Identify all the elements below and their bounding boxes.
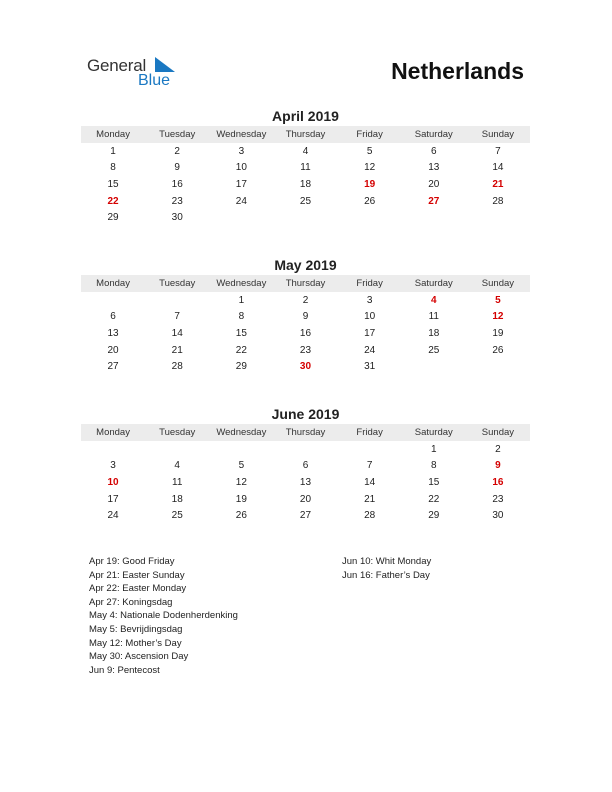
day-cell: 5 [366,145,373,157]
day-cell: 15 [107,178,119,190]
day-cell: 11 [428,311,439,323]
weekday-label: Wednesday [216,129,267,140]
week-row [81,507,530,524]
weekday-label: Wednesday [216,278,267,289]
day-cell: 14 [492,162,504,174]
day-cell: 23 [492,493,504,505]
day-cell: 2 [174,145,180,157]
holiday-list-right [342,555,431,582]
weekday-label: Thursday [285,427,326,438]
day-cell: 10 [235,162,247,174]
day-cell: 23 [299,344,312,356]
day-cell: 23 [171,195,183,207]
day-cell: 5 [238,460,245,472]
holiday-note: Apr 21: Easter Sunday [89,569,185,581]
country-title: Netherlands [391,58,524,84]
day-cell: 17 [364,327,376,339]
day-cell: 29 [107,212,119,224]
month-title: April 2019 [272,108,339,124]
holiday-note: Apr 19: Good Friday [89,556,175,567]
week-row [81,160,530,177]
weekday-label: Thursday [285,278,326,289]
day-cell: 4 [302,145,309,157]
day-cell: 17 [235,178,247,190]
day-cell: 3 [238,145,245,157]
weekday-label: Wednesday [216,427,267,438]
weekday-header-row [81,424,530,441]
logo-text-blue: Blue [138,72,171,89]
day-cell: 27 [299,510,312,522]
month-calendar [81,405,530,524]
holiday-day-cell: 22 [107,195,119,207]
weekday-label: Monday [96,278,130,289]
holiday-note: Apr 27: Koningsdag [89,596,173,608]
week-row [81,342,530,359]
week-row [81,458,530,475]
day-cell: 12 [235,476,247,488]
day-cell: 26 [235,510,247,522]
day-cell: 7 [495,145,501,157]
holiday-note: May 4: Nationale Dodenherdenking [89,610,238,622]
day-cell: 28 [171,361,183,373]
day-cell: 30 [171,212,183,224]
day-cell: 14 [171,327,183,339]
day-cell: 8 [238,311,245,323]
holiday-day-cell: 4 [430,294,437,306]
day-cell: 1 [430,443,437,455]
holiday-day-cell: 19 [364,178,376,190]
logo-triangle-icon [155,57,175,73]
day-cell: 25 [299,195,312,207]
day-cell: 18 [299,178,312,190]
weekday-header-row [81,126,530,143]
day-cell: 21 [171,344,183,356]
holiday-note: May 5: Bevrijdingsdag [89,623,183,635]
holiday-note: May 12: Mother’s Day [89,637,182,649]
day-cell: 6 [110,311,116,323]
day-cell: 3 [366,294,373,306]
weekday-label: Saturday [414,278,453,289]
day-cell: 24 [107,510,119,522]
week-row [81,325,530,342]
day-cell: 22 [428,493,440,505]
day-cell: 13 [299,476,312,488]
day-cell: 28 [492,195,504,207]
day-cell: 6 [430,145,437,157]
day-cell: 7 [366,460,373,472]
weekday-label: Friday [356,278,383,289]
weekday-label: Saturday [414,427,453,438]
weekday-label: Sunday [481,427,515,438]
day-cell: 29 [235,361,247,373]
day-cell: 9 [174,162,180,174]
holiday-day-cell: 9 [495,460,501,472]
day-cell: 2 [302,294,309,306]
weekday-label: Thursday [285,129,326,140]
day-cell: 20 [428,178,440,190]
month-calendar [81,107,530,226]
day-cell: 8 [110,162,116,174]
holiday-day-cell: 27 [428,195,440,207]
day-cell: 1 [110,145,116,157]
day-cell: 15 [235,327,247,339]
day-cell: 27 [107,361,119,373]
week-row [81,358,530,375]
logo [87,56,187,96]
holiday-note: Jun 16: Father’s Day [342,569,430,581]
week-row [81,209,530,226]
day-cell: 14 [364,476,376,488]
weekday-label: Monday [96,129,130,140]
holiday-note: May 30: Ascension Day [89,651,189,663]
day-cell: 16 [299,327,312,339]
day-cell: 19 [235,493,247,505]
day-cell: 30 [492,510,504,522]
month-title: June 2019 [271,406,340,422]
day-cell: 12 [364,162,376,174]
day-cell: 13 [107,327,119,339]
day-cell: 24 [364,344,376,356]
day-cell: 3 [110,460,116,472]
day-cell: 26 [364,195,376,207]
day-cell: 7 [174,311,180,323]
week-row [81,309,530,326]
week-row [81,491,530,508]
holiday-day-cell: 12 [492,311,504,323]
day-cell: 11 [300,162,311,174]
holiday-day-cell: 16 [492,476,504,488]
month-calendar [81,256,530,375]
day-cell: 24 [235,195,247,207]
weekday-header-row [81,275,530,292]
weekday-label: Sunday [481,129,515,140]
day-cell: 17 [107,493,119,505]
day-cell: 15 [428,476,440,488]
weekday-label: Saturday [414,129,453,140]
day-cell: 20 [107,344,119,356]
week-row [81,176,530,193]
day-cell: 18 [428,327,440,339]
holiday-day-cell: 21 [492,178,504,190]
holiday-day-cell: 5 [495,294,501,306]
weekday-label: Friday [356,427,383,438]
holiday-day-cell: 10 [107,476,119,488]
day-cell: 13 [428,162,440,174]
day-cell: 26 [492,344,504,356]
week-row [81,474,530,491]
day-cell: 11 [172,476,183,488]
weekday-label: Friday [356,129,383,140]
day-cell: 25 [428,344,440,356]
holiday-note: Jun 9: Pentecost [89,664,160,676]
holiday-note: Apr 22: Easter Monday [89,583,187,595]
weekday-label: Tuesday [159,129,196,140]
weekday-label: Sunday [481,278,515,289]
holiday-note: Jun 10: Whit Monday [342,556,432,567]
day-cell: 6 [302,460,309,472]
day-cell: 2 [495,443,501,455]
day-cell: 9 [302,311,309,323]
day-cell: 29 [428,510,440,522]
day-cell: 20 [299,493,312,505]
day-cell: 19 [492,327,504,339]
day-cell: 1 [238,294,245,306]
month-title: May 2019 [274,257,337,273]
day-cell: 22 [235,344,247,356]
holiday-day-cell: 30 [299,361,312,373]
day-cell: 16 [171,178,183,190]
logo-text-general: General [87,56,147,75]
week-row [81,193,530,210]
holiday-list-left [89,555,238,677]
day-cell: 31 [364,361,376,373]
week-row [81,441,530,458]
day-cell: 18 [171,493,183,505]
day-cell: 10 [364,311,376,323]
week-row [81,143,530,160]
week-row [81,292,530,309]
weekday-label: Monday [96,427,130,438]
day-cell: 28 [364,510,376,522]
weekday-label: Tuesday [159,427,196,438]
day-cell: 4 [174,460,180,472]
day-cell: 21 [364,493,376,505]
weekday-label: Tuesday [159,278,196,289]
day-cell: 8 [430,460,437,472]
day-cell: 25 [171,510,183,522]
